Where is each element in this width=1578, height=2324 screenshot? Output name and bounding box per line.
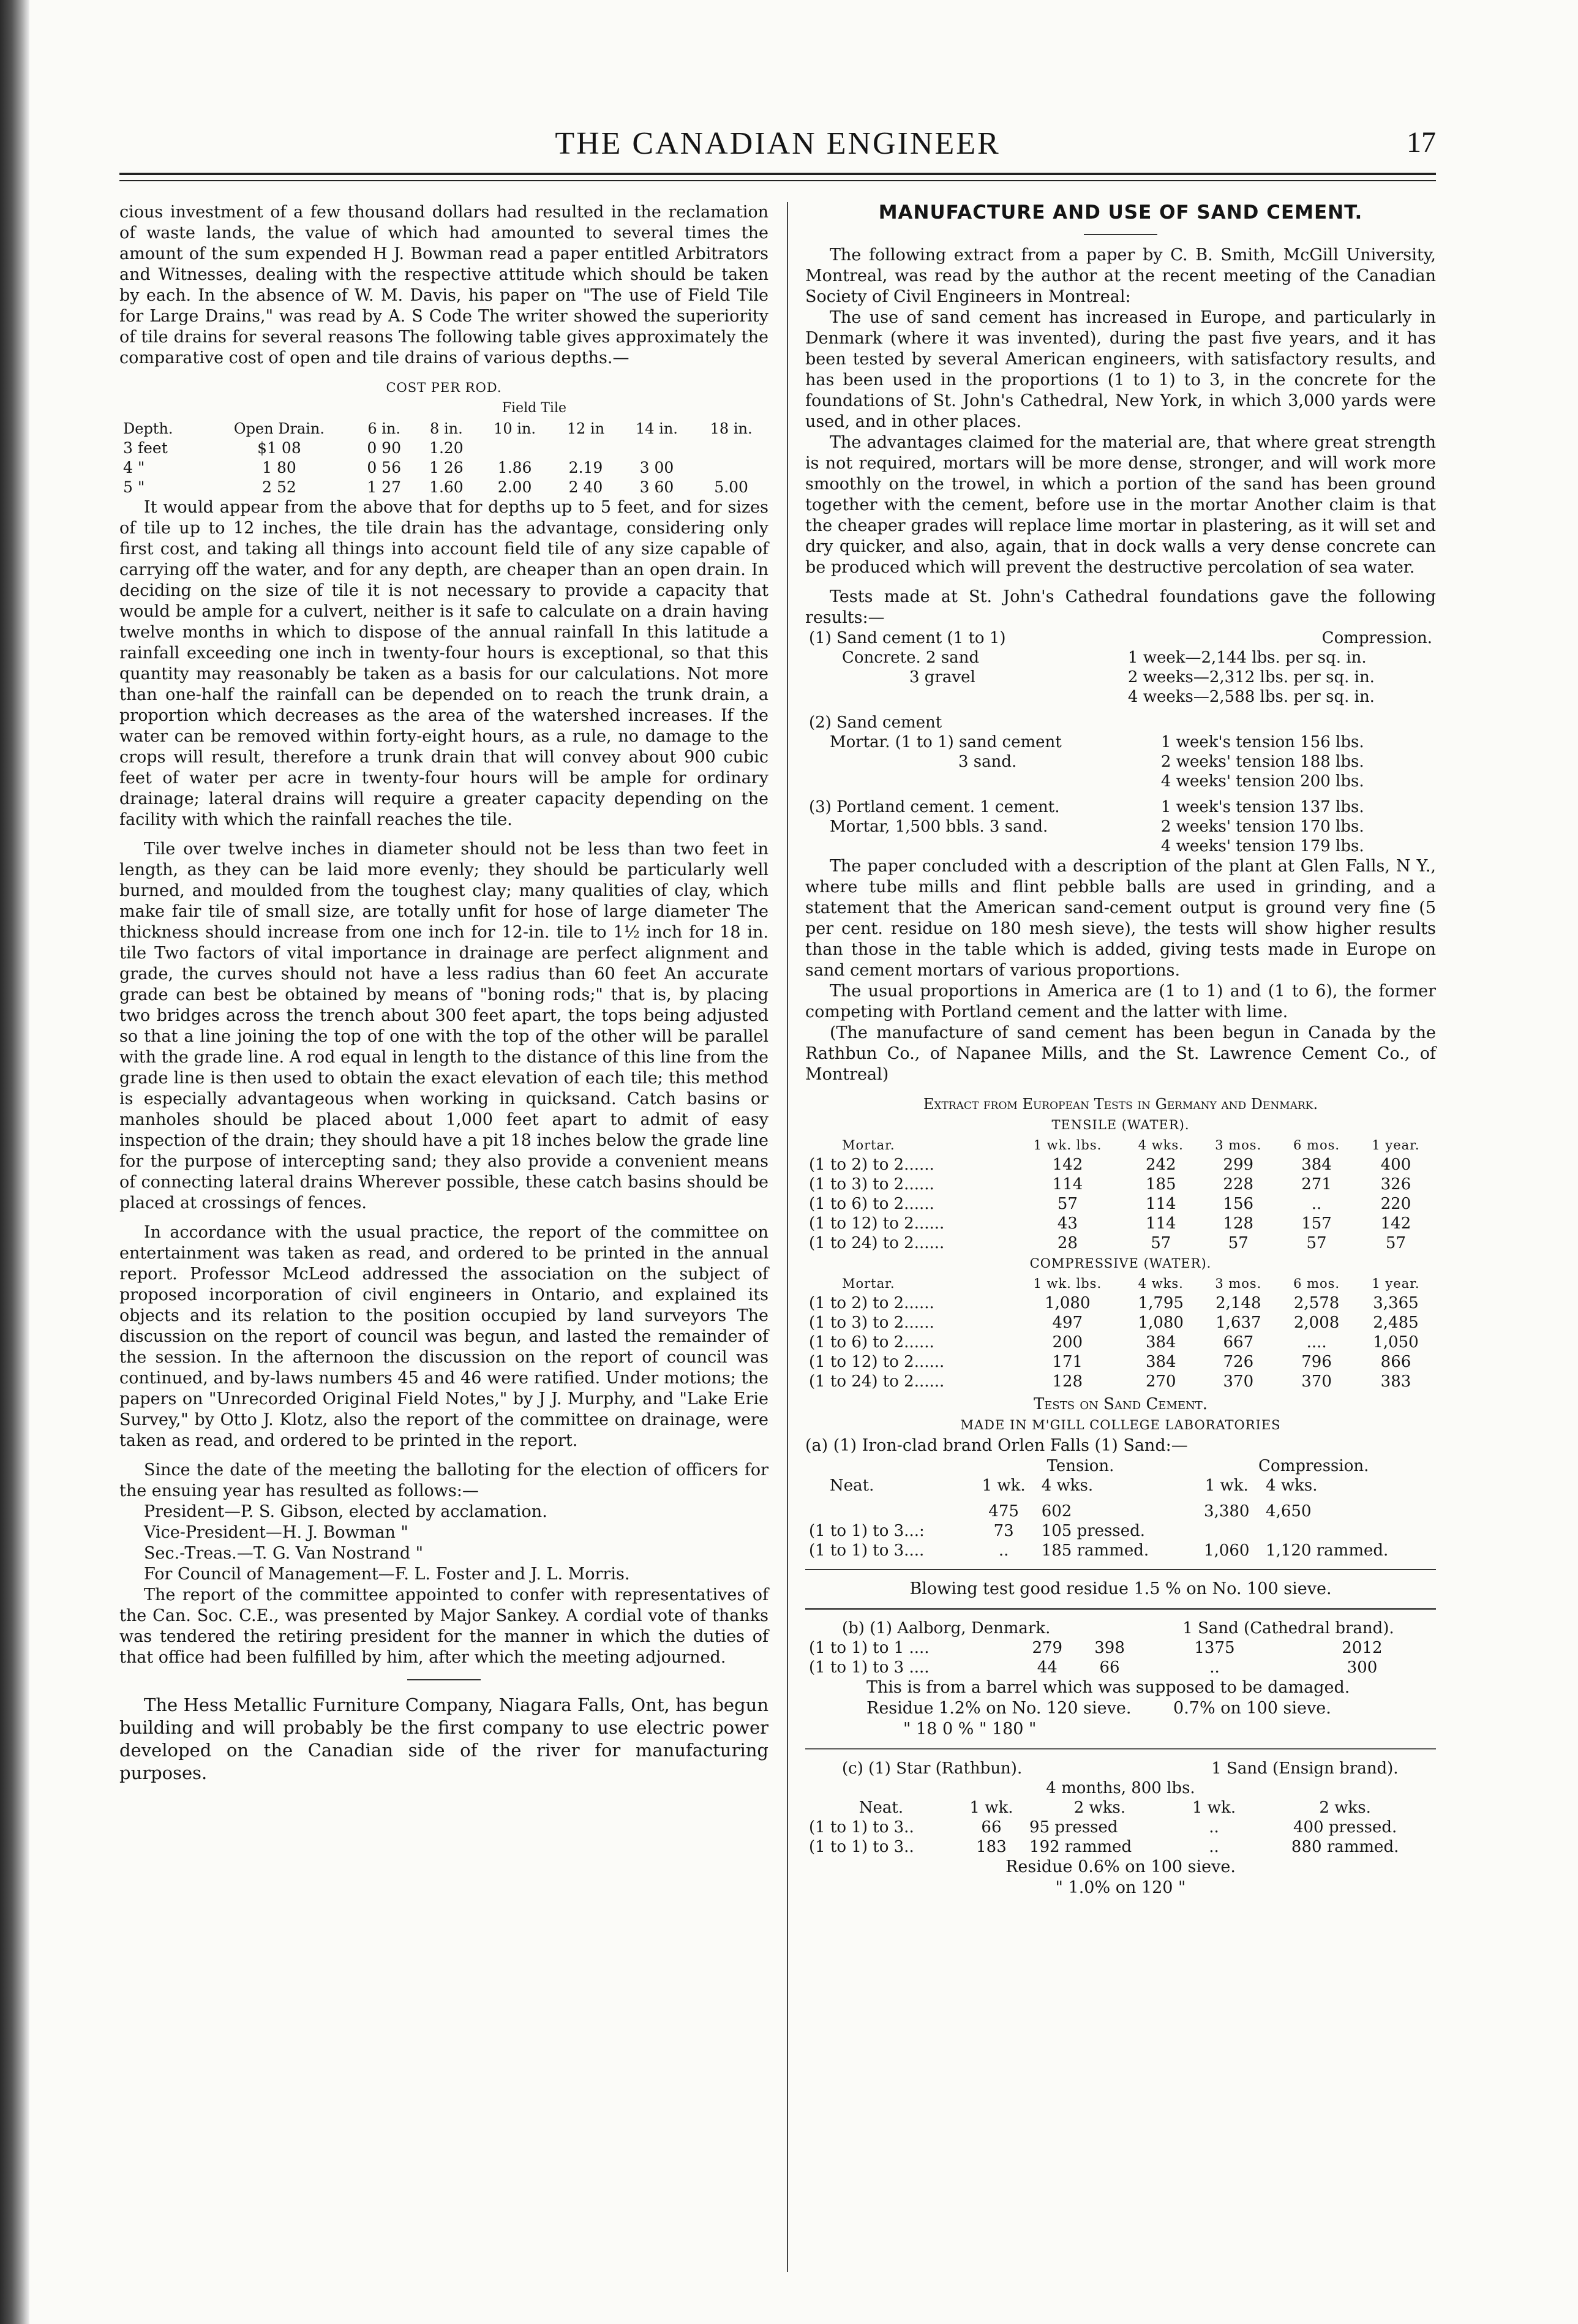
table-row <box>805 1194 1436 1214</box>
table-row <box>119 458 768 478</box>
test-c-months: 4 months, 800 lbs. <box>1046 1779 1195 1797</box>
table-cell: 2,578 <box>1293 1294 1340 1312</box>
table-cell: 4,650 <box>1266 1502 1312 1521</box>
col-header: 4 wks. <box>1138 1276 1184 1291</box>
divider <box>805 1608 1436 1610</box>
table-cell: 3 00 <box>639 459 674 476</box>
table-cell: 66 <box>1099 1658 1120 1677</box>
paragraph: The paper concluded with a description of the plant at Glen Falls, N Y., where tube mills and flint pebble balls are used in grinding, and a statement that the American sand-cement output is ground very fine (5 per cent. residue on 180 mesh sieve), the tests will show higher results than those in the table which is added, giving tests made in Europe on sand cement mortars of various proportions. <box>805 857 1436 980</box>
table-cell: 270 <box>1145 1372 1176 1391</box>
table-cell: (1 to 1) to 3.. <box>809 1818 914 1837</box>
table-cell: (1 to 1) to 3 .... <box>809 1658 930 1677</box>
table-cell: 5.00 <box>714 478 748 496</box>
test-result: 1 week's tension 156 lbs. <box>1160 733 1364 751</box>
table-cell: 2 52 <box>262 478 296 496</box>
divider <box>407 1679 481 1680</box>
table-cell: 497 <box>1052 1314 1083 1332</box>
table-cell: 384 <box>1145 1333 1176 1352</box>
test-b-note: " 18 0 % " 180 " <box>903 1720 1037 1739</box>
page-number: 17 <box>1407 126 1436 159</box>
table-cell: (1 to 1) to 1 .... <box>809 1639 930 1657</box>
table-cell <box>478 438 552 458</box>
table-cell: 105 pressed. <box>1041 1522 1146 1540</box>
col-header: 18 in. <box>710 420 753 437</box>
table-cell: 57 <box>1385 1234 1407 1252</box>
table-cell: 242 <box>1145 1156 1176 1174</box>
table-cell: (1 to 1) to 3...: <box>809 1522 925 1540</box>
col-header: 1 wk. <box>982 1476 1026 1495</box>
test-c-note: " 1.0% on 120 " <box>1055 1878 1186 1897</box>
paragraph: It would appear from the above that for depths up to 5 feet, and for sizes of tile up to 12 inches, the tile drain has the advantage, considering only first cost, and taking all things into account field tile of any size capable of carrying off the water, and for any depth, are cheaper than an open drain. In deciding on the size of tile it is not necessary to provide a capacity that would be ample for a culvert, neither is it safe to calculate on a drain having twelve months in which to dispose of the annual rainfall In this latitude a rainfall exceeding one inch in twenty-four hours is exceptional, so that this quantity may reasonably be taken as a basis for our calculations. Not more than one-half the rainfall can be depended on to reach the trunk drain, a proportion which decreases as the area of the watershed increases. If the water can be removed within forty-eight hours, as a rule, no damage to the crops will result, therefore a trunk drain that will convey about 900 cubic feet of water per acre in twenty-four hours will be ample for ordinary drainage; lateral drains will require a greater capacity depending on the facility with which the rainfall reaches the tile. <box>119 498 768 829</box>
list-item: President—P. S. Gibson, elected by acclamation. <box>144 1502 547 1521</box>
tensile-table <box>805 1135 1436 1253</box>
paragraph: The Hess Metallic Furniture Company, Niagara Falls, Ont, has begun building and will probably be the first company to use electric power developed on the Canadian side of the river for manufacturing purposes. <box>119 1694 768 1783</box>
table-row <box>805 1502 1436 1521</box>
table-cell: 1,060 <box>1204 1541 1250 1560</box>
col-header: Depth. <box>123 420 173 437</box>
test-a-neat-label: Neat. <box>830 1476 874 1495</box>
table-cell: 880 rammed. <box>1291 1838 1399 1856</box>
table-cell: 796 <box>1301 1353 1332 1371</box>
table-cell: 300 <box>1347 1658 1378 1677</box>
test-c-note: Residue 0.6% on 100 sieve. <box>1005 1857 1236 1876</box>
extract-title: Extract from European Tests in Germany and Denmark. <box>923 1096 1318 1113</box>
paragraph: Since the date of the meeting the balloting for the election of officers for the ensuing year has resulted as follows:— <box>119 1461 768 1500</box>
table-cell: (1 to 3) to 2...... <box>809 1175 934 1194</box>
col-header: 1 year. <box>1372 1138 1420 1153</box>
table-cell: 142 <box>1052 1156 1083 1174</box>
table-cell: 299 <box>1223 1156 1254 1174</box>
col-header: 2 wks. <box>1073 1799 1126 1817</box>
table-cell: (1 to 24) to 2...... <box>809 1372 945 1391</box>
officers-list <box>119 1502 768 1585</box>
table-cell: 28 <box>1057 1234 1078 1252</box>
table-cell: 95 pressed <box>1029 1818 1118 1837</box>
table-cell: 271 <box>1301 1175 1332 1194</box>
table-cell: 128 <box>1052 1372 1083 1391</box>
page-header <box>119 126 1436 168</box>
table-cell: 1.20 <box>429 439 464 457</box>
col-header: 3 mos. <box>1215 1138 1262 1153</box>
compressive-table <box>805 1274 1436 1391</box>
test-sub: 3 sand. <box>958 753 1017 771</box>
table-cell: 602 <box>1041 1502 1072 1521</box>
table-cell: .. <box>1209 1658 1220 1677</box>
table-cell: 0 90 <box>367 439 401 457</box>
test-result: 1 week—2,144 lbs. per sq. in. <box>1127 649 1367 667</box>
test-b-note: This is from a barrel which was supposed to be damaged. <box>866 1678 1350 1697</box>
table-cell <box>552 438 619 458</box>
table-cell: 1 27 <box>367 478 401 496</box>
test-a-table <box>805 1456 1436 1560</box>
table-cell: (1 to 3) to 2...... <box>809 1314 934 1332</box>
table-cell: 2,148 <box>1215 1294 1261 1312</box>
right-column <box>805 202 1436 1898</box>
table-row <box>805 1175 1436 1194</box>
table-cell: (1 to 2) to 2...... <box>809 1156 934 1174</box>
table-row <box>805 1352 1436 1372</box>
test-sub: Mortar. (1 to 1) sand cement <box>830 733 1062 751</box>
col-header: 3 mos. <box>1215 1276 1262 1291</box>
table-cell: 279 <box>1032 1639 1063 1657</box>
table-cell: 44 <box>1037 1658 1058 1677</box>
test-result: 2 weeks' tension 188 lbs. <box>1160 753 1364 771</box>
col-header: 4 wks. <box>1138 1138 1184 1153</box>
table-cell: .. <box>1311 1195 1322 1213</box>
col-header: 6 mos. <box>1293 1276 1340 1291</box>
test-a-note: Blowing test good residue 1.5 % on No. 100 sieve. <box>909 1579 1332 1598</box>
cathedral-tests <box>805 628 1436 856</box>
col-header: 1 wk. <box>1192 1799 1236 1817</box>
paragraph: The usual proportions in America are (1 to 1) and (1 to 6), the former competing with Portland cement and the latter with lime. <box>805 982 1436 1021</box>
table-cell: 370 <box>1301 1372 1332 1391</box>
table-cell: (1 to 6) to 2...... <box>809 1333 934 1352</box>
test-label: (2) Sand cement <box>809 713 942 732</box>
table-row <box>805 1658 1436 1677</box>
test-result: 2 weeks' tension 170 lbs. <box>1160 818 1364 836</box>
table-cell: .. <box>1209 1838 1219 1856</box>
test-b-note <box>805 1698 1436 1719</box>
journal-title: THE CANADIAN ENGINEER <box>555 126 1001 161</box>
test-b-residue-right: 0.7% on 100 sieve. <box>1173 1699 1331 1718</box>
table-cell <box>620 438 694 458</box>
test-a-tension-label: Tension. <box>1046 1457 1114 1475</box>
test-c-table <box>805 1759 1436 1857</box>
book-spine-edge <box>0 0 29 2324</box>
test-result: 2 weeks—2,312 lbs. per sq. in. <box>1127 668 1375 686</box>
table-cell: 1,120 rammed. <box>1266 1541 1389 1560</box>
col-header: 12 in <box>566 420 605 437</box>
table-cell: 200 <box>1052 1333 1083 1352</box>
table-cell: 370 <box>1223 1372 1254 1391</box>
col-header: 8 in. <box>430 420 463 437</box>
table-cell: 1,050 <box>1373 1333 1419 1352</box>
table-cell: 43 <box>1057 1214 1078 1233</box>
table-cell: 0 56 <box>367 459 401 476</box>
table-cell: 1375 <box>1194 1639 1235 1657</box>
table-cell: 57 <box>1228 1234 1249 1252</box>
table-cell: 2,485 <box>1373 1314 1419 1332</box>
table-cell: 384 <box>1301 1156 1332 1174</box>
table-row <box>805 1541 1436 1560</box>
list-item: Vice-President—H. J. Bowman " <box>144 1523 408 1542</box>
paragraph: In accordance with the usual practice, the report of the committee on entertainment was taken as read, and ordered to be printed in the annual report. Professor McLeod addressed the association on the subject of proposed incorporation of civil engineers in Ontario, and explained its objects and its relation to the position occupied by land surveyors The discussion on the report of council was begun, and lasted the remainder of the session. In the afternoon the discussion on the report of council was continued, and by-laws numbers 45 and 46 were ratified. Under motions; the papers on "Unrecorded Original Field Notes," by J J. Murphy, and "Lake Erie Survey," by Otto J. Klotz, also the report of the committee on drainage, were taken as read, and ordered to be printed in the report. <box>119 1223 768 1450</box>
table-cell: 5 " <box>123 478 145 496</box>
table-cell: (1 to 1) to 3.... <box>809 1541 925 1560</box>
paragraph: Tile over twelve inches in diameter should not be less than two feet in length, as they can be laid more evenly; they should be particularly well burned, and moulded from the toughest clay; many qualities of clay, which make fair tile of small size, are totally unfit for hose of large diameter The thickness should increase from one inch for 12-in. tile to 1½ inch for 18 in. tile Two factors of vital importance in drainage are perfect alignment and grade, the curves should not have a less radius than 60 feet An accurate grade can best be obtained by means of "boning rods;" that is, by placing two bridges across the trench about 300 feet apart, the tops being adjusted so that a line joining the top of one with the top of the other will be parallel with the grade line. A rod equal in length to the distance of this line from the grade line is then used to obtain the exact elevation of each tile; this method is especially advantageous when working in quicksand. Catch basins or manholes should be placed about 1,000 feet apart to admit of easy inspection of the drain; they should have a pit 18 inches below the grade line for the purpose of intercepting sand; they also provide a convenient means of connecting lateral drains Wherever possible, these catch basins should be placed at crossings of fences. <box>119 840 768 1213</box>
col-header: Neat. <box>859 1799 904 1817</box>
tensile-title: TENSILE (WATER). <box>1051 1118 1190 1132</box>
paragraph: (The manufacture of sand cement has been begun in Canada by the Rathbun Co., of Napanee Mills, and the St. Lawrence Cement Co., of Montreal) <box>805 1023 1436 1084</box>
col-header: 6 mos. <box>1293 1138 1340 1153</box>
table-cell: 1.86 <box>497 459 532 476</box>
table-cell: 398 <box>1094 1639 1125 1657</box>
table-cell: 4 " <box>123 459 145 476</box>
col-header: Mortar. <box>842 1138 895 1153</box>
col-header: 4 wks. <box>1266 1476 1318 1495</box>
sand-tests-subtitle: MADE IN M'GILL COLLEGE LABORATORIES <box>960 1418 1281 1432</box>
table-cell: 475 <box>988 1502 1019 1521</box>
table-cell: 2 40 <box>568 478 603 496</box>
col-header: Open Drain. <box>233 420 325 437</box>
table-row <box>119 438 768 458</box>
table-cell: 157 <box>1301 1214 1332 1233</box>
test-sub: Mortar, 1,500 bbls. 3 sand. <box>830 818 1048 836</box>
table-cell: 114 <box>1145 1214 1176 1233</box>
table-cell: 220 <box>1380 1195 1411 1213</box>
table-cell: 866 <box>1380 1353 1411 1371</box>
table-cell: (1 to 2) to 2...... <box>809 1294 934 1312</box>
table-cell <box>694 458 768 478</box>
test-label: (1) Sand cement (1 to 1) <box>809 629 1006 647</box>
table-cell: (1 to 12) to 2...... <box>809 1353 945 1371</box>
col-header: Mortar. <box>842 1276 895 1291</box>
table-cell: 384 <box>1145 1353 1176 1371</box>
table-row <box>805 1155 1436 1175</box>
table-cell: 3,380 <box>1204 1502 1250 1521</box>
table-cell: $1 08 <box>257 439 301 457</box>
test-c-title-right: 1 Sand (Ensign brand). <box>1211 1759 1399 1778</box>
table-cell: 142 <box>1380 1214 1411 1233</box>
cost-table-group-label: Field Tile <box>502 400 566 416</box>
table-cell: .. <box>1209 1818 1219 1837</box>
test-result: 4 weeks—2,588 lbs. per sq. in. <box>1127 688 1375 706</box>
table-row <box>805 1333 1436 1352</box>
col-header: 2 wks. <box>1319 1799 1371 1817</box>
table-cell: 383 <box>1380 1372 1411 1391</box>
table-row <box>805 1233 1436 1253</box>
table-cell: 192 rammed <box>1029 1838 1132 1856</box>
table-cell: 326 <box>1380 1175 1411 1194</box>
table-cell: 128 <box>1223 1214 1254 1233</box>
table-cell: 2.00 <box>497 478 532 496</box>
test-b-title-right: 1 Sand (Cathedral brand). <box>1182 1619 1394 1638</box>
table-cell: 171 <box>1052 1353 1083 1371</box>
col-header: 4 wks. <box>1041 1476 1094 1495</box>
test-sub: Concrete. 2 sand <box>842 649 980 667</box>
table-cell: (1 to 12) to 2...... <box>809 1214 945 1233</box>
table-cell: (1 to 6) to 2...... <box>809 1195 934 1213</box>
table-row <box>805 1372 1436 1391</box>
table-cell: 228 <box>1223 1175 1254 1194</box>
table-cell: .. <box>998 1541 1009 1560</box>
table-cell: 185 rammed. <box>1041 1541 1149 1560</box>
divider <box>1084 234 1157 235</box>
col-header: 1 wk. <box>1204 1476 1249 1495</box>
col-header: 1 year. <box>1372 1276 1420 1291</box>
table-cell: 1,637 <box>1215 1314 1261 1332</box>
test-b-residue-left: Residue 1.2% on No. 120 sieve. <box>866 1699 1132 1718</box>
table-header-row <box>119 419 768 438</box>
table-cell: 400 <box>1380 1156 1411 1174</box>
cost-table <box>119 419 768 497</box>
paragraph: The following extract from a paper by C. B. Smith, McGill University, Montreal, was read by the author at the recent meeting of the Canadian Society of Civil Engineers in Montreal: <box>805 246 1436 306</box>
sand-tests-title: Tests on Sand Cement. <box>1033 1395 1208 1413</box>
test-result: 4 weeks' tension 179 lbs. <box>1160 837 1364 856</box>
table-cell: 156 <box>1223 1195 1254 1213</box>
left-column <box>119 202 768 1784</box>
col-header: 10 in. <box>494 420 536 437</box>
table-cell: 1,080 <box>1138 1314 1184 1332</box>
list-item: For Council of Management—F. L. Foster and J. L. Morris. <box>144 1565 630 1584</box>
table-cell: 2012 <box>1342 1639 1383 1657</box>
table-cell: 2,008 <box>1293 1314 1340 1332</box>
table-cell: 1 80 <box>262 459 296 476</box>
test-result: 4 weeks' tension 200 lbs. <box>1160 772 1364 791</box>
table-cell <box>1262 1521 1436 1541</box>
divider <box>805 1748 1436 1750</box>
table-cell: 73 <box>993 1522 1014 1540</box>
table-row <box>805 1214 1436 1233</box>
table-cell: 57 <box>1057 1195 1078 1213</box>
table-cell <box>1191 1521 1262 1541</box>
test-result: 1 week's tension 137 lbs. <box>1160 798 1364 816</box>
test-a-title: (a) (1) Iron-clad brand Orlen Falls (1) Sand:— <box>805 1436 1188 1455</box>
col-header: 1 wk. lbs. <box>1033 1276 1102 1291</box>
header-rule <box>119 173 1436 181</box>
test-c-title: (c) (1) Star (Rathbun). <box>842 1759 1023 1778</box>
table-row <box>805 1293 1436 1313</box>
table-row <box>805 1521 1436 1541</box>
table-header-row <box>805 1274 1436 1293</box>
table-cell: 726 <box>1223 1353 1254 1371</box>
table-cell: 185 <box>1145 1175 1176 1194</box>
table-cell: 1,080 <box>1045 1294 1091 1312</box>
col-header: 1 wk. <box>969 1799 1013 1817</box>
table-cell: .... <box>1306 1333 1327 1352</box>
test-sub: 3 gravel <box>909 668 975 686</box>
paragraph: cious investment of a few thousand dollars had resulted in the reclamation of waste lands, the value of which had amounted to several times the amount of the sum expended H J. Bowman read a paper entitled Arbitrators and Witnesses, dealing with the respective attitude which should be taken by each. In the absence of W. M. Davis, his paper on "The use of Field Tile for Large Drains," was read by A. S Code The writer showed the superiority of tile drains for several reasons The following table gives approximately the comparative cost of open and tile drains of various depths.— <box>119 203 768 367</box>
table-cell: 114 <box>1052 1175 1083 1194</box>
table-cell: 400 pressed. <box>1293 1818 1397 1837</box>
table-row <box>805 1818 1436 1837</box>
column-divider <box>787 202 788 2272</box>
table-cell: 3,365 <box>1373 1294 1419 1312</box>
col-header: 6 in. <box>367 420 400 437</box>
table-cell: 1.60 <box>429 478 464 496</box>
table-cell: 3 60 <box>639 478 674 496</box>
table-header-row <box>805 1798 1436 1818</box>
table-cell: 1 26 <box>429 459 464 476</box>
table-cell: 3 feet <box>123 439 168 457</box>
table-cell: 1,795 <box>1138 1294 1184 1312</box>
test-b-title: (b) (1) Aalborg, Denmark. <box>842 1619 1051 1638</box>
divider <box>805 1569 1436 1570</box>
col-header: 1 wk. lbs. <box>1033 1138 1102 1153</box>
table-row <box>805 1638 1436 1658</box>
paragraph: The report of the committee appointed to confer with representatives of the Can. Soc. C.E., was presented by Major Sankey. A cordial vote of thanks was tendered the retiring president for the manner in which the duties of that office had been fulfilled by him, after which the meeting adjourned. <box>119 1585 768 1667</box>
paragraph: Tests made at St. John's Cathedral foundations gave the following results:— <box>805 587 1436 627</box>
test-result-heading: Compression. <box>1321 629 1432 647</box>
cost-table-title: COST PER ROD. <box>386 380 502 395</box>
col-header: 14 in. <box>635 420 678 437</box>
table-cell: 57 <box>1151 1234 1171 1252</box>
table-cell: 183 <box>976 1838 1007 1856</box>
test-b-table <box>805 1619 1436 1677</box>
table-cell <box>694 438 768 458</box>
table-cell: (1 to 1) to 3.. <box>809 1838 914 1856</box>
paragraph: The advantages claimed for the material are, that where great strength is not required, mortars will be more dense, stronger, and will work more smoothly on the trowel, in which a portion of the sand has been ground together with the cement, before use in the mortar Another claim is that the cheaper grades will replace lime mortar in plastering, as it will set and dry quicker, and also, again, that in dock walls a very dense concrete can be produced which will prevent the destructive percolation of sea water. <box>805 433 1436 577</box>
table-cell: 114 <box>1145 1195 1176 1213</box>
table-cell: (1 to 24) to 2...... <box>809 1234 945 1252</box>
article-heading: MANUFACTURE AND USE OF SAND CEMENT. <box>878 201 1363 224</box>
table-row <box>805 1837 1436 1857</box>
compressive-title: COMPRESSIVE (WATER). <box>1029 1256 1212 1271</box>
table-cell: 66 <box>981 1818 1002 1837</box>
table-cell: 57 <box>1306 1234 1327 1252</box>
paragraph: The use of sand cement has increased in Europe, and particularly in Denmark (where it was invented), during the past five years, and it has been tested by several American engineers, with satisfactory results, and has been used in the proportions (1 to 1) to 3, in the concrete for the foundations of St. John's Cathedral, New York, in which 3,000 yards were used, and in other places. <box>805 308 1436 431</box>
table-row <box>119 478 768 497</box>
test-label: (3) Portland cement. 1 cement. <box>809 798 1060 816</box>
list-item: Sec.-Treas.—T. G. Van Nostrand " <box>144 1544 424 1563</box>
test-a-compression-label: Compression. <box>1258 1457 1369 1475</box>
table-cell: 667 <box>1223 1333 1254 1352</box>
table-header-row <box>805 1135 1436 1155</box>
table-row <box>805 1313 1436 1333</box>
table-cell: 2.19 <box>568 459 603 476</box>
